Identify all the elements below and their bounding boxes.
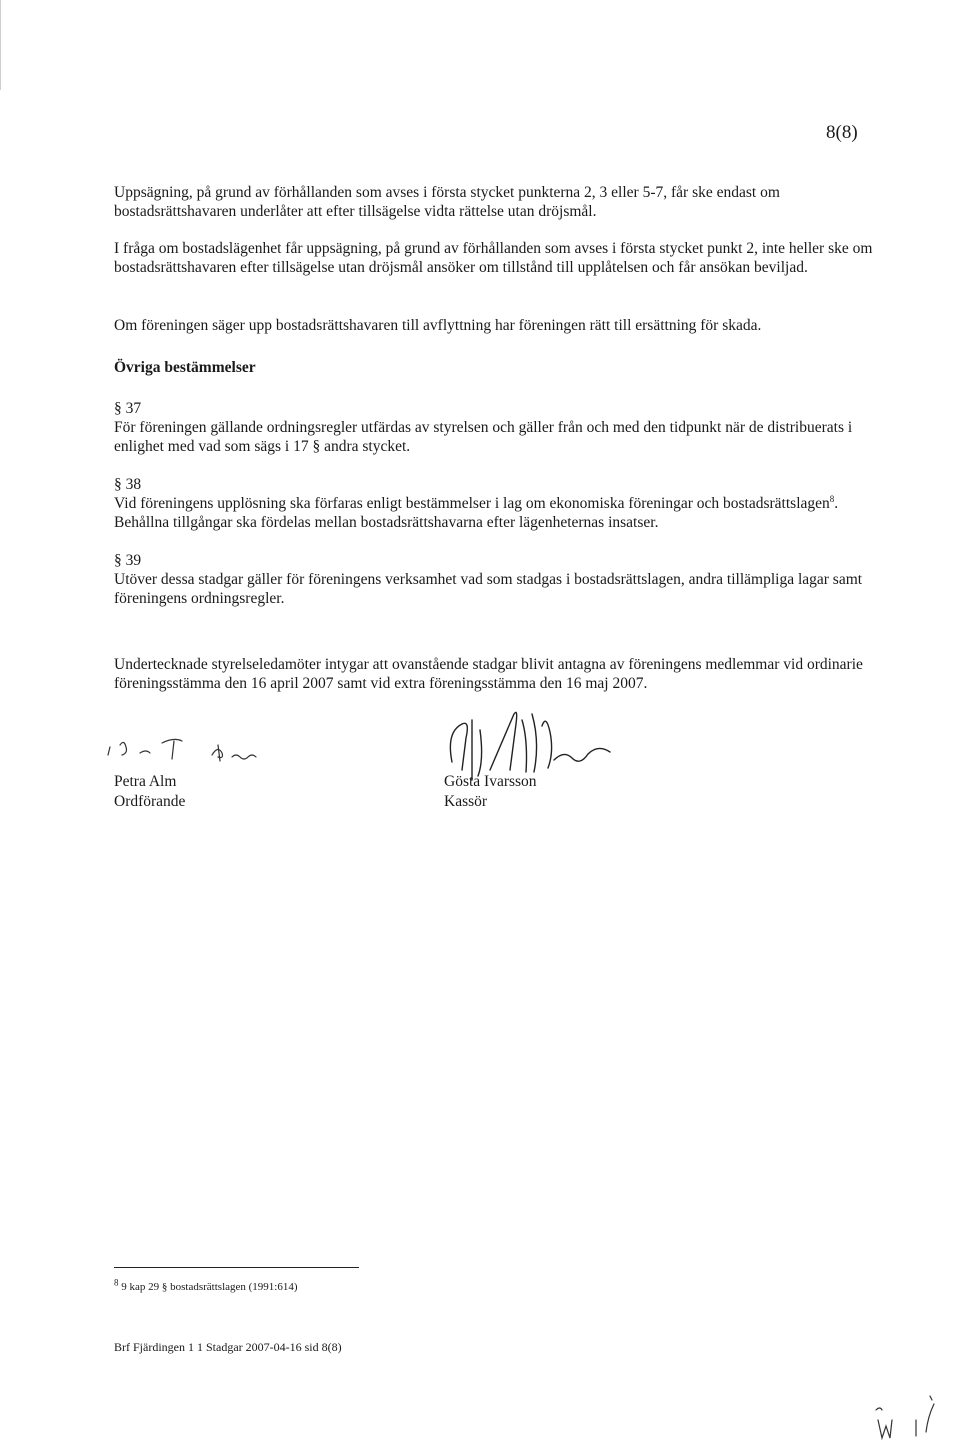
signature-petra-alm — [100, 715, 300, 775]
paragraph-apartment-exception: I fråga om bostadslägenhet får uppsägning, på grund av förhållanden som avses i första stycket punkt 2, inte heller ske om bostadsrättshavaren efter tillsägelse utan dröjsmål ansöker om tillstånd till upplåtelsen och får ansökan beviljad. — [114, 240, 873, 276]
signer-role: Kassör — [444, 793, 488, 810]
section-text: Utöver dessa stadgar gäller för föreningens verksamhet vad som stadgas i bostadsrättslagen, andra tillämpliga lagar samt föreningens ordningsregler. — [114, 571, 863, 607]
signature-block-chair — [114, 772, 185, 812]
footnote-reference: 8 — [829, 493, 835, 504]
footnote-divider — [114, 1267, 359, 1268]
page-number: 8(8) — [826, 122, 858, 143]
signer-role: Ordförande — [114, 793, 186, 810]
section-number: § 39 — [114, 552, 142, 569]
section-heading: Övriga bestämmelser — [114, 359, 256, 376]
signer-name: Petra Alm — [114, 773, 177, 790]
section-number: § 37 — [114, 400, 142, 417]
paragraph-compensation: Om föreningen säger upp bostadsrättshavaren till avflyttning har föreningen rätt till ersättning för skada. — [114, 317, 762, 334]
certification-paragraph: Undertecknade styrelseledamöter intygar att ovanstående stadgar blivit antagna av föreningens medlemmar vid ordinarie föreningsstämma den 16 april 2007 samt vid extra föreningsstämma den 16 maj 2007. — [114, 656, 863, 692]
page-footer: Brf Fjärdingen 1 1 Stadgar 2007-04-16 sid 8(8) — [114, 1340, 342, 1354]
footnote-text: 9 kap 29 § bostadsrättslagen (1991:614) — [121, 1281, 298, 1293]
section-text — [114, 494, 874, 532]
section-39 — [114, 551, 874, 608]
section-text-part: . Behållna tillgångar ska fördelas mellan bostadsrättshavarna efter lägenheternas insatser. — [114, 495, 839, 531]
scan-edge-line — [0, 0, 1, 90]
section-text: För föreningen gällande ordningsregler utfärdas av styrelsen och gäller från och med den tidpunkt när de distribuerats i enlighet med vad som sägs i 17 § andra stycket. — [114, 419, 853, 455]
section-38 — [114, 475, 874, 532]
footnote — [114, 1277, 298, 1294]
section-number: § 38 — [114, 476, 142, 493]
handwritten-initials — [870, 1392, 940, 1444]
signature-block-treasurer — [444, 772, 537, 812]
section-text-part: Vid föreningens upplösning ska förfaras enligt bestämmelser i lag om ekonomiska föreningar och bostadsrättslagen — [114, 495, 830, 512]
footnote-marker: 8 — [114, 1277, 119, 1288]
section-37 — [114, 399, 874, 456]
signer-name: Gösta Ivarsson — [444, 773, 537, 790]
paragraph-termination-conditions: Uppsägning, på grund av förhållanden som avses i första stycket punkterna 2, 3 eller 5-7, får ske endast om bostadsrättshavaren underlåter att efter tillsägelse vidta rättelse utan dröjsmål. — [114, 184, 780, 220]
